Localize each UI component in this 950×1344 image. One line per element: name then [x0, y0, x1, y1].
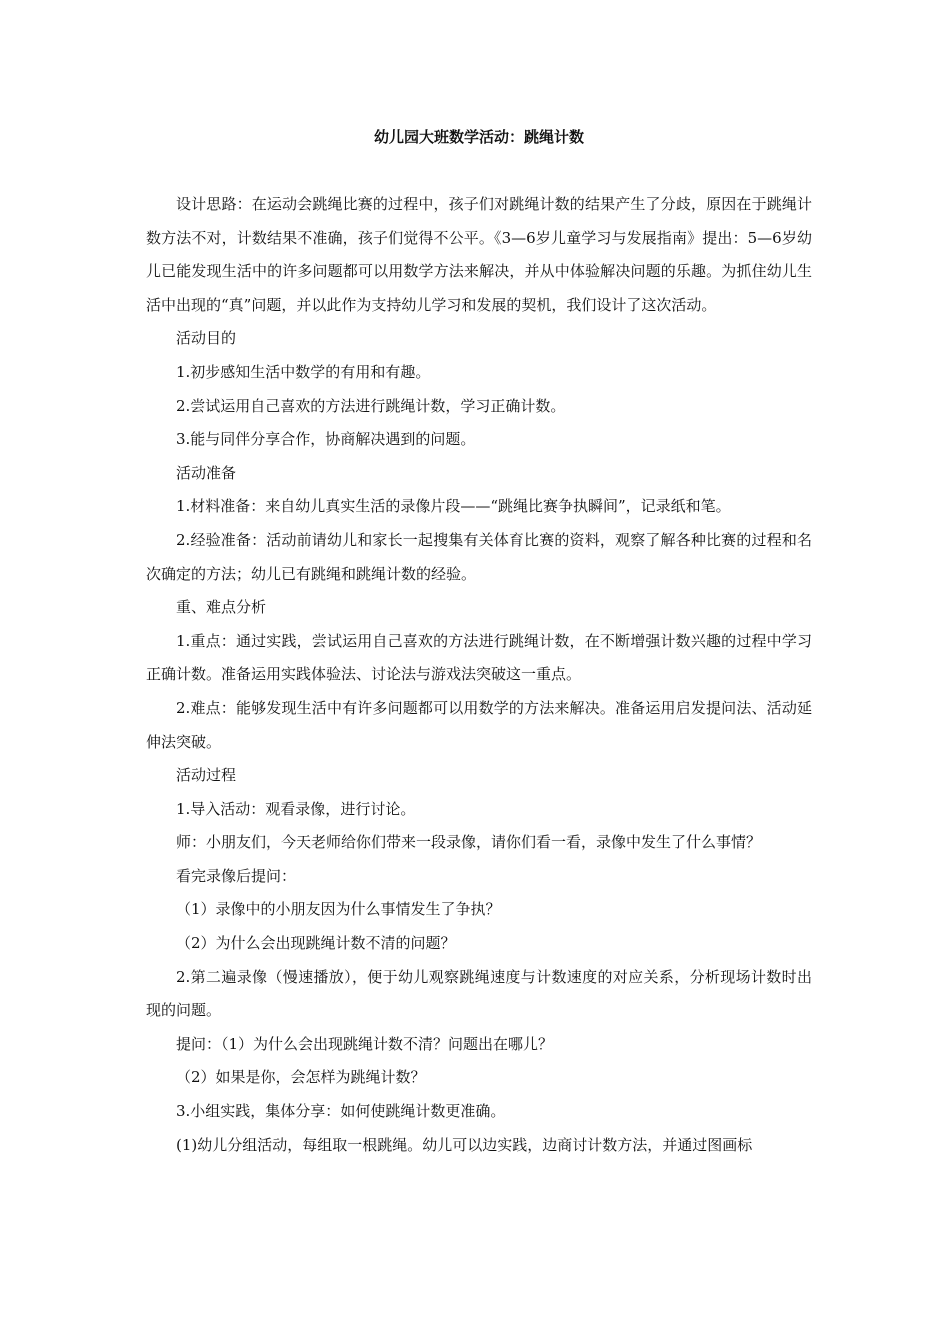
goal-item-2: 2.尝试运用自己喜欢的方法进行跳绳计数，学习正确计数。: [176, 396, 566, 415]
key-point-item: 1.重点：通过实践，尝试运用自己喜欢的方法进行跳绳计数，在不断增强计数兴趣的过程中学习正确计数。准备运用实践体验法、讨论法与游戏法突破这一重点。: [146, 631, 812, 684]
question-1: （1）录像中的小朋友因为什么事情发生了争执？: [176, 900, 501, 919]
process-step-1: 1.导入活动：观看录像，进行讨论。: [176, 799, 416, 818]
process-step-2: 2.第二遍录像（慢速播放），便于幼儿观察跳绳速度与计数速度的对应关系，分析现场计数时出现的问题。: [146, 967, 812, 1020]
teacher-line: 师：小朋友们，今天老师给你们带来一段录像，请你们看一看，录像中发生了什么事情？: [176, 833, 762, 852]
heading-activity-goals: 活动目的: [176, 329, 237, 348]
question-prompt: 提问：（1）为什么会出现跳绳计数不清？问题出在哪儿？: [176, 1034, 554, 1053]
preparation-item-1: 1.材料准备：来自幼儿真实生活的录像片段——“跳绳比赛争执瞬间”，记录纸和笔。: [176, 497, 731, 516]
group-activity-line: (1)幼儿分组活动，每组取一根跳绳。幼儿可以边实践，边商讨计数方法，并通过图画标: [176, 1135, 753, 1154]
heading-activity-process: 活动过程: [176, 766, 237, 785]
question-2: （2）为什么会出现跳绳计数不清的问题？: [176, 934, 456, 953]
document-page: [146, 124, 812, 1162]
document-title: 幼儿园大班数学活动：跳绳计数: [373, 128, 584, 146]
goal-item-3: 3.能与同伴分享合作，协商解决遇到的问题。: [176, 430, 476, 449]
paragraph-design-idea: 设计思路：在运动会跳绳比赛的过程中，孩子们对跳绳计数的结果产生了分歧，原因在于跳绳计数方法不对，计数结果不准确，孩子们觉得不公平。《3—6岁儿童学习与发展指南》提出：5—6岁幼儿已能发现生活中的许多问题都可以用数学方法来解决，并从中体验解决问题的乐趣。为抓住幼儿生活中出现的“真”问题，并以此作为支持幼儿学习和发展的契机，我们设计了这次活动。: [146, 195, 812, 314]
question-follow-up: （2）如果是你，会怎样为跳绳计数？: [176, 1068, 426, 1087]
after-video-question-intro: 看完录像后提问：: [176, 866, 297, 885]
goal-item-1: 1.初步感知生活中数学的有用和有趣。: [176, 362, 431, 381]
process-step-3: 3.小组实践，集体分享：如何使跳绳计数更准确。: [176, 1102, 506, 1121]
difficult-point-item: 2.难点：能够发现生活中有许多问题都可以用数学的方法来解决。准备运用启发提问法、活动延伸法突破。: [146, 698, 812, 751]
preparation-item-2: 2.经验准备：活动前请幼儿和家长一起搜集有关体育比赛的资料，观察了解各种比赛的过程和名次确定的方法；幼儿已有跳绳和跳绳计数的经验。: [146, 530, 812, 583]
heading-activity-preparation: 活动准备: [176, 463, 237, 482]
heading-key-difficult-points: 重、难点分析: [176, 598, 267, 617]
